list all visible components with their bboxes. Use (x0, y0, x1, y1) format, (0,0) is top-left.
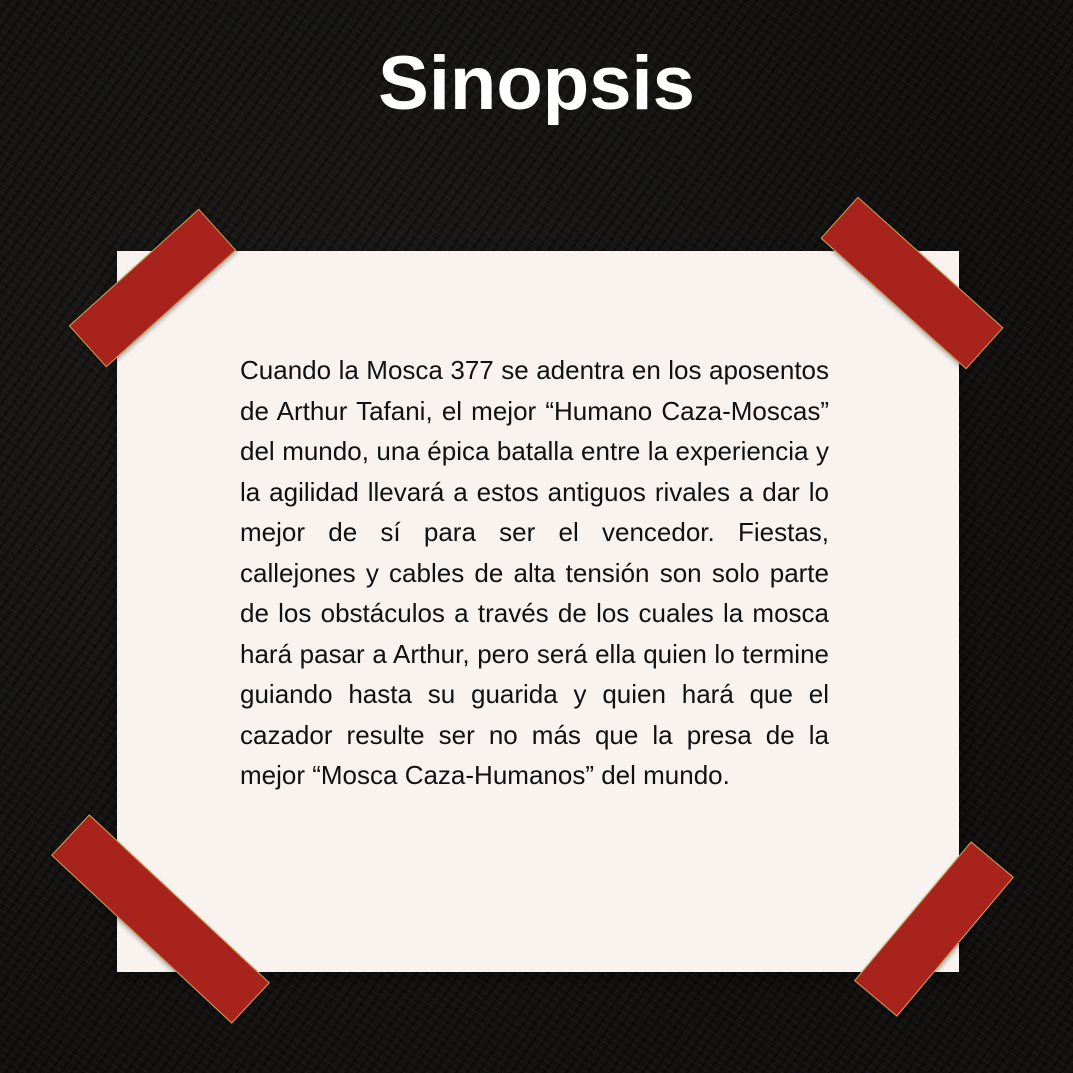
synopsis-text: Cuando la Mosca 377 se adentra en los aposentos de Arthur Tafani, el mejor “Humano Caza-Moscas” del mundo, una épica batalla entre la experiencia y la agilidad llevará a estos antiguos rivales a dar lo mejor de sí para ser el vencedor. Fiestas, callejones y cables de alta tensión son solo parte de los obstáculos a través de los cuales la mosca hará pasar a Arthur, pero será ella quien lo termine guiando hasta su guarida y quien hará que el cazador resulte ser no más que la presa de la mejor “Mosca Caza-Humanos” del mundo. (240, 355, 829, 790)
page-title: Sinopsis (378, 41, 695, 126)
